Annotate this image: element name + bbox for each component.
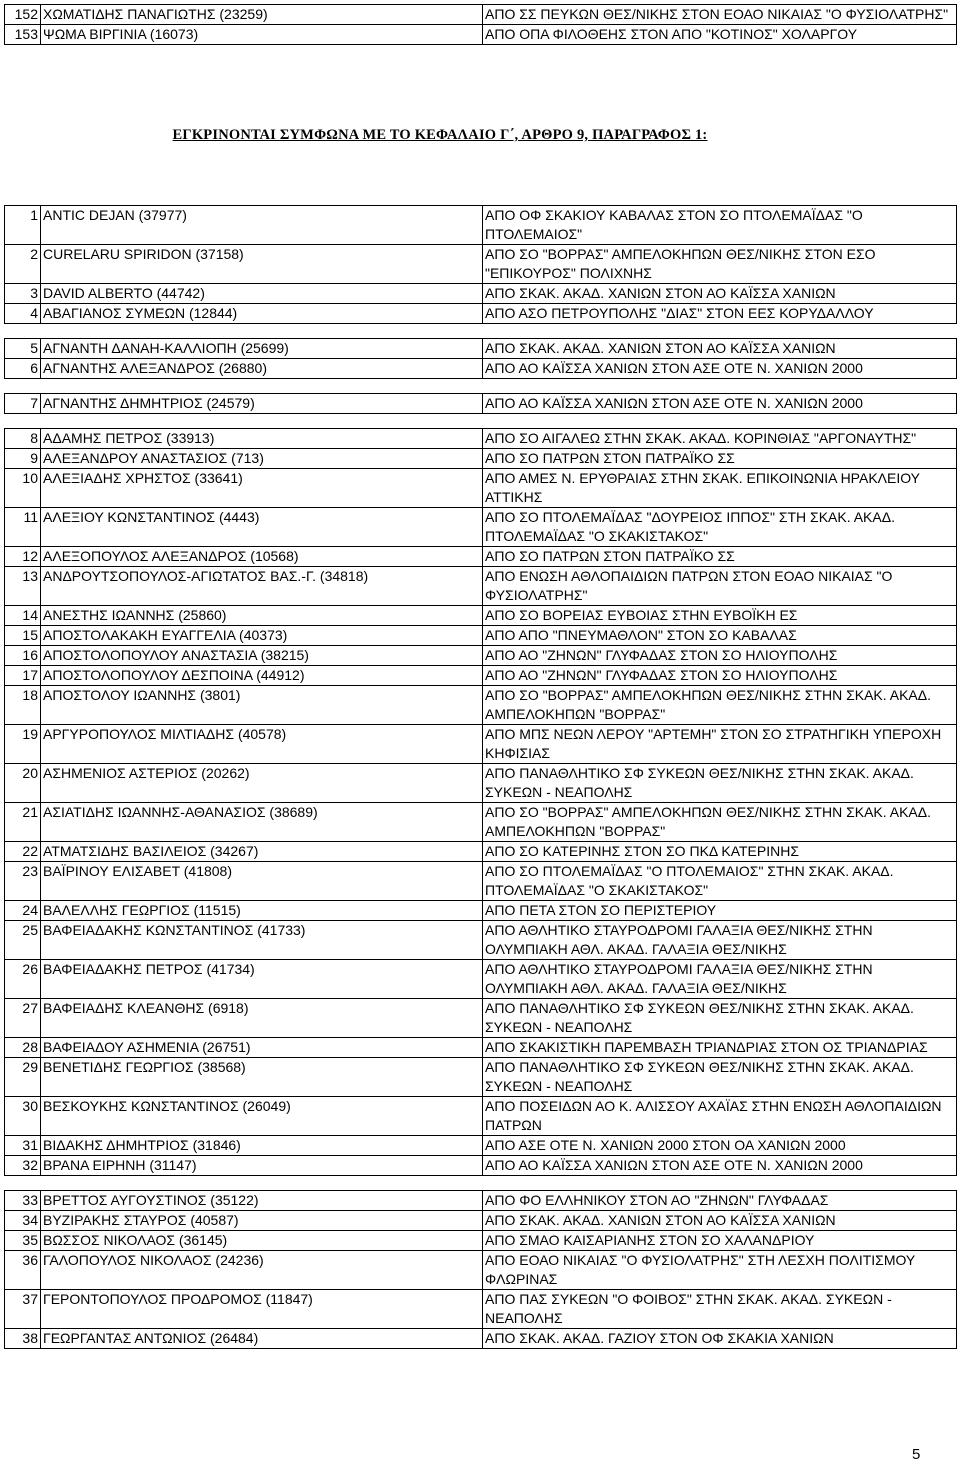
- transfer-detail: ΑΠΟ ΣΜΑΟ ΚΑΙΣΑΡΙΑΝΗΣ ΣΤΟΝ ΣΟ ΧΑΛΑΝΔΡΙΟΥ: [483, 1231, 957, 1251]
- spacer-cell: [5, 324, 41, 339]
- row-number: 10: [5, 469, 41, 508]
- row-number: 22: [5, 842, 41, 862]
- player-name: ΑΓΝΑΝΤΗΣ ΔΗΜΗΤΡΙΟΣ (24579): [41, 394, 483, 414]
- table-row: [5, 394, 957, 414]
- player-name: ANTIC DEJAN (37977): [41, 206, 483, 245]
- table-row: [5, 5, 957, 25]
- player-name: ΑΛΕΞΙΟΥ ΚΩΝΣΤΑΝΤΙΝΟΣ (4443): [41, 508, 483, 547]
- table-row: [5, 359, 957, 379]
- table-row: [5, 960, 957, 999]
- page-number: 5: [912, 1446, 921, 1463]
- row-number: 12: [5, 547, 41, 567]
- table-row: [5, 1290, 957, 1329]
- table-row: [5, 862, 957, 901]
- player-name: ΑΓΝΑΝΤΗΣ ΑΛΕΞΑΝΔΡΟΣ (26880): [41, 359, 483, 379]
- row-number: 37: [5, 1290, 41, 1329]
- table-row: [5, 339, 957, 359]
- table-row: [5, 725, 957, 764]
- row-number: 14: [5, 606, 41, 626]
- transfer-detail: ΑΠΟ ΣΟ ΑΙΓΑΛΕΩ ΣΤΗΝ ΣΚΑΚ. ΑΚΑΔ. ΚΟΡΙΝΘΙΑΣ "ΑΡΓΟΝΑΥΤΗΣ": [483, 429, 957, 449]
- player-name: ΑΓΝΑΝΤΗ ΔΑΝΑΗ-ΚΑΛΛΙΟΠΗ (25699): [41, 339, 483, 359]
- row-number: 20: [5, 764, 41, 803]
- transfer-detail: ΑΠΟ ΠΟΣΕΙΔΩΝ ΑΟ Κ. ΑΛΙΣΣΟΥ ΑΧΑΪΑΣ ΣΤΗΝ ΕΝΩΣΗ ΑΘΛΟΠΑΙΔΙΩΝ ΠΑΤΡΩΝ: [483, 1097, 957, 1136]
- transfer-detail: ΑΠΟ ΠΑΝΑΘΛΗΤΙΚΟ ΣΦ ΣΥΚΕΩΝ ΘΕΣ/ΝΙΚΗΣ ΣΤΗΝ ΣΚΑΚ. ΑΚΑΔ. ΣΥΚΕΩΝ - ΝΕΑΠΟΛΗΣ: [483, 1058, 957, 1097]
- row-number: 26: [5, 960, 41, 999]
- table-row: [5, 764, 957, 803]
- player-name: CURELARU SPIRIDON (37158): [41, 245, 483, 284]
- player-name: ΒΡΑΝΑ ΕΙΡΗΝΗ (31147): [41, 1156, 483, 1176]
- transfer-detail: ΑΠΟ ΣΟ ΠΤΟΛΕΜΑΪΔΑΣ "ΔΟΥΡΕΙΟΣ ΙΠΠΟΣ" ΣΤΗ ΣΚΑΚ. ΑΚΑΔ. ΠΤΟΛΕΜΑΪΔΑΣ "Ο ΣΚΑΚΙΣΤΑΚΟΣ": [483, 508, 957, 547]
- row-spacer: [5, 1176, 957, 1191]
- table-row: [5, 901, 957, 921]
- row-number: 24: [5, 901, 41, 921]
- previous-list-table: [4, 4, 957, 45]
- table-row: [5, 284, 957, 304]
- table-row: [5, 1211, 957, 1231]
- player-name: ΑΡΓΥΡΟΠΟΥΛΟΣ ΜΙΛΤΙΑΔΗΣ (40578): [41, 725, 483, 764]
- table-row: [5, 449, 957, 469]
- transfer-detail: ΑΠΟ ΑΟ "ΖΗΝΩΝ" ΓΛΥΦΑΔΑΣ ΣΤΟΝ ΣΟ ΗΛΙΟΥΠΟΛΗΣ: [483, 646, 957, 666]
- row-number: 5: [5, 339, 41, 359]
- row-number: 38: [5, 1329, 41, 1349]
- table-row: [5, 1251, 957, 1290]
- row-number: 25: [5, 921, 41, 960]
- row-number: 8: [5, 429, 41, 449]
- row-number: 27: [5, 999, 41, 1038]
- player-name: ΑΛΕΞΑΝΔΡΟΥ ΑΝΑΣΤΑΣΙΟΣ (713): [41, 449, 483, 469]
- row-number: 4: [5, 304, 41, 324]
- section-heading: ΕΓΚΡΙΝΟΝΤΑΙ ΣΥΜΦΩΝΑ ΜΕ ΤΟ ΚΕΦΑΛΑΙΟ Γ΄, ΑΡΘΡΟ 9, ΠΑΡΑΓΡΑΦΟΣ 1:: [172, 127, 708, 143]
- row-spacer: [5, 324, 957, 339]
- row-number: 7: [5, 394, 41, 414]
- table-row: [5, 469, 957, 508]
- table-row: [5, 666, 957, 686]
- transfer-detail: ΑΠΟ ΑΟ ΚΑΪΣΣΑ ΧΑΝΙΩΝ ΣΤΟΝ ΑΣΕ ΟΤΕ Ν. ΧΑΝΙΩΝ 2000: [483, 394, 957, 414]
- player-name: ΒΑΦΕΙΑΔΟΥ ΑΣΗΜΕΝΙΑ (26751): [41, 1038, 483, 1058]
- row-number: 11: [5, 508, 41, 547]
- table-row: [5, 567, 957, 606]
- table-row: [5, 1156, 957, 1176]
- transfer-detail: ΑΠΟ ΠΑΣ ΣΥΚΕΩΝ "Ο ΦΟΙΒΟΣ" ΣΤΗΝ ΣΚΑΚ. ΑΚΑΔ. ΣΥΚΕΩΝ - ΝΕΑΠΟΛΗΣ: [483, 1290, 957, 1329]
- spacer-cell: [483, 414, 957, 429]
- row-number: 33: [5, 1191, 41, 1211]
- table-row: [5, 245, 957, 284]
- player-name: ΒΑΦΕΙΑΔΗΣ ΚΛΕΑΝΘΗΣ (6918): [41, 999, 483, 1038]
- player-name: ΑΝΕΣΤΗΣ ΙΩΑΝΝΗΣ (25860): [41, 606, 483, 626]
- table-row: [5, 842, 957, 862]
- row-number: 18: [5, 686, 41, 725]
- spacer-cell: [483, 379, 957, 394]
- transfer-detail: ΑΠΟ ΑΟ "ΖΗΝΩΝ" ΓΛΥΦΑΔΑΣ ΣΤΟΝ ΣΟ ΗΛΙΟΥΠΟΛΗΣ: [483, 666, 957, 686]
- spacer-cell: [5, 414, 41, 429]
- transfer-detail: ΑΠΟ ΑΠΟ "ΠΝΕΥΜΑΘΛΟΝ" ΣΤΟΝ ΣΟ ΚΑΒΑΛΑΣ: [483, 626, 957, 646]
- transfer-detail: ΑΠΟ ΑΜΕΣ Ν. ΕΡΥΘΡΑΙΑΣ ΣΤΗΝ ΣΚΑΚ. ΕΠΙΚΟΙΝΩΝΙΑ ΗΡΑΚΛΕΙΟΥ ΑΤΤΙΚΗΣ: [483, 469, 957, 508]
- table-row: [5, 646, 957, 666]
- transfer-detail: ΑΠΟ ΑΟ ΚΑΪΣΣΑ ΧΑΝΙΩΝ ΣΤΟΝ ΑΣΕ ΟΤΕ Ν. ΧΑΝΙΩΝ 2000: [483, 1156, 957, 1176]
- transfer-detail: ΑΠΟ ΠΑΝΑΘΛΗΤΙΚΟ ΣΦ ΣΥΚΕΩΝ ΘΕΣ/ΝΙΚΗΣ ΣΤΗΝ ΣΚΑΚ. ΑΚΑΔ. ΣΥΚΕΩΝ - ΝΕΑΠΟΛΗΣ: [483, 999, 957, 1038]
- transfer-detail: ΑΠΟ ΣΟ ΚΑΤΕΡΙΝΗΣ ΣΤΟΝ ΣΟ ΠΚΔ ΚΑΤΕΡΙΝΗΣ: [483, 842, 957, 862]
- player-name: ΑΠΟΣΤΟΛΑΚΑΚΗ ΕΥΑΓΓΕΛΙΑ (40373): [41, 626, 483, 646]
- transfer-detail: ΑΠΟ ΜΠΣ ΝΕΩΝ ΛΕΡΟΥ "ΑΡΤΕΜΗ" ΣΤΟΝ ΣΟ ΣΤΡΑΤΗΓΙΚΗ ΥΠΕΡΟΧΗ ΚΗΦΙΣΙΑΣ: [483, 725, 957, 764]
- player-name: ΑΒΑΓΙΑΝΟΣ ΣΥΜΕΩΝ (12844): [41, 304, 483, 324]
- table-row: [5, 803, 957, 842]
- row-number: 21: [5, 803, 41, 842]
- table-row: [5, 1191, 957, 1211]
- transfer-detail: ΑΠΟ ΑΘΛΗΤΙΚΟ ΣΤΑΥΡΟΔΡΟΜΙ ΓΑΛΑΞΙΑ ΘΕΣ/ΝΙΚΗΣ ΣΤΗΝ ΟΛΥΜΠΙΑΚΗ ΑΘΛ. ΑΚΑΔ. ΓΑΛΑΞΙΑ ΘΕΣ/ΝΙΚΗΣ: [483, 921, 957, 960]
- table-row: [5, 686, 957, 725]
- approved-transfers-table: [4, 205, 957, 1349]
- spacer-cell: [41, 379, 483, 394]
- row-number: 17: [5, 666, 41, 686]
- player-name: ΒΩΣΣΟΣ ΝΙΚΟΛΑΟΣ (36145): [41, 1231, 483, 1251]
- row-number: 3: [5, 284, 41, 304]
- table-row: [5, 1231, 957, 1251]
- table-row: [5, 547, 957, 567]
- table-row: [5, 1136, 957, 1156]
- transfer-detail: ΑΠΟ ΣΚΑΚΙΣΤΙΚΗ ΠΑΡΕΜΒΑΣΗ ΤΡΙΑΝΔΡΙΑΣ ΣΤΟΝ ΟΣ ΤΡΙΑΝΔΡΙΑΣ: [483, 1038, 957, 1058]
- transfer-detail: ΑΠΟ ΑΣΟ ΠΕΤΡΟΥΠΟΛΗΣ "ΔΙΑΣ" ΣΤΟΝ ΕΕΣ ΚΟΡΥΔΑΛΛΟΥ: [483, 304, 957, 324]
- transfer-detail: ΑΠΟ ΠΑΝΑΘΛΗΤΙΚΟ ΣΦ ΣΥΚΕΩΝ ΘΕΣ/ΝΙΚΗΣ ΣΤΗΝ ΣΚΑΚ. ΑΚΑΔ. ΣΥΚΕΩΝ - ΝΕΑΠΟΛΗΣ: [483, 764, 957, 803]
- transfer-detail: ΑΠΟ ΣΚΑΚ. ΑΚΑΔ. ΧΑΝΙΩΝ ΣΤΟΝ ΑΟ ΚΑΪΣΣΑ ΧΑΝΙΩΝ: [483, 339, 957, 359]
- table-row: [5, 304, 957, 324]
- row-number: 28: [5, 1038, 41, 1058]
- row-number: 34: [5, 1211, 41, 1231]
- player-name: ΓΕΡΟΝΤΟΠΟΥΛΟΣ ΠΡΟΔΡΟΜΟΣ (11847): [41, 1290, 483, 1329]
- spacer-cell: [5, 379, 41, 394]
- player-name: ΑΤΜΑΤΣΙΔΗΣ ΒΑΣΙΛΕΙΟΣ (34267): [41, 842, 483, 862]
- table-row: [5, 1329, 957, 1349]
- player-name: ΒΡΕΤΤΟΣ ΑΥΓΟΥΣΤΙΝΟΣ (35122): [41, 1191, 483, 1211]
- player-name: DAVID ALBERTO (44742): [41, 284, 483, 304]
- player-name: ΑΠΟΣΤΟΛΟΠΟΥΛΟΥ ΔΕΣΠΟΙΝΑ (44912): [41, 666, 483, 686]
- player-name: ΑΔΑΜΗΣ ΠΕΤΡΟΣ (33913): [41, 429, 483, 449]
- player-name: ΑΛΕΞΟΠΟΥΛΟΣ ΑΛΕΞΑΝΔΡΟΣ (10568): [41, 547, 483, 567]
- transfer-detail: ΑΠΟ ΣΟ ΒΟΡΕΙΑΣ ΕΥΒΟΙΑΣ ΣΤΗΝ ΕΥΒΟΪΚΗ ΕΣ: [483, 606, 957, 626]
- row-number: 29: [5, 1058, 41, 1097]
- row-number: 6: [5, 359, 41, 379]
- player-name: ΑΣΙΑΤΙΔΗΣ ΙΩΑΝΝΗΣ-ΑΘΑΝΑΣΙΟΣ (38689): [41, 803, 483, 842]
- player-name: ΑΝΔΡΟΥΤΣΟΠΟΥΛΟΣ-ΑΓΙΩΤΑΤΟΣ ΒΑΣ.-Γ. (34818): [41, 567, 483, 606]
- table-row: [5, 921, 957, 960]
- row-number: 153: [5, 25, 41, 45]
- transfer-detail: ΑΠΟ ΕΟΑΟ ΝΙΚΑΙΑΣ "Ο ΦΥΣΙΟΛΑΤΡΗΣ" ΣΤΗ ΛΕΣΧΗ ΠΟΛΙΤΙΣΜΟΥ ΦΛΩΡΙΝΑΣ: [483, 1251, 957, 1290]
- table-row: [5, 626, 957, 646]
- row-number: 13: [5, 567, 41, 606]
- player-name: ΒΥΖΙΡΑΚΗΣ ΣΤΑΥΡΟΣ (40587): [41, 1211, 483, 1231]
- table-row: [5, 999, 957, 1038]
- row-spacer: [5, 379, 957, 394]
- row-number: 35: [5, 1231, 41, 1251]
- transfer-detail: ΑΠΟ ΣΟ "ΒΟΡΡΑΣ" ΑΜΠΕΛΟΚΗΠΩΝ ΘΕΣ/ΝΙΚΗΣ ΣΤΗΝ ΣΚΑΚ. ΑΚΑΔ. ΑΜΠΕΛΟΚΗΠΩΝ "ΒΟΡΡΑΣ": [483, 686, 957, 725]
- transfer-detail: ΑΠΟ ΑΟ ΚΑΪΣΣΑ ΧΑΝΙΩΝ ΣΤΟΝ ΑΣΕ ΟΤΕ Ν. ΧΑΝΙΩΝ 2000: [483, 359, 957, 379]
- transfer-detail: ΑΠΟ ΣΟ "ΒΟΡΡΑΣ" ΑΜΠΕΛΟΚΗΠΩΝ ΘΕΣ/ΝΙΚΗΣ ΣΤΟΝ ΕΣΟ "ΕΠΙΚΟΥΡΟΣ" ΠΟΛΙΧΝΗΣ: [483, 245, 957, 284]
- row-number: 1: [5, 206, 41, 245]
- table-row: [5, 429, 957, 449]
- player-name: ΧΩΜΑΤΙΔΗΣ ΠΑΝΑΓΙΩΤΗΣ (23259): [41, 5, 483, 25]
- spacer-cell: [41, 414, 483, 429]
- row-number: 23: [5, 862, 41, 901]
- transfer-detail: ΑΠΟ ΠΕΤΑ ΣΤΟΝ ΣΟ ΠΕΡΙΣΤΕΡΙΟΥ: [483, 901, 957, 921]
- transfer-detail: ΑΠΟ ΟΠΑ ΦΙΛΟΘΕΗΣ ΣΤΟΝ ΑΠΟ "ΚΟΤΙΝΟΣ" ΧΟΛΑΡΓΟΥ: [483, 25, 957, 45]
- spacer-cell: [5, 1176, 41, 1191]
- transfer-detail: ΑΠΟ ΣΚΑΚ. ΑΚΑΔ. ΧΑΝΙΩΝ ΣΤΟΝ ΑΟ ΚΑΪΣΣΑ ΧΑΝΙΩΝ: [483, 1211, 957, 1231]
- row-spacer: [5, 414, 957, 429]
- transfer-detail: ΑΠΟ ΣΟ ΠΑΤΡΩΝ ΣΤΟΝ ΠΑΤΡΑΪΚΟ ΣΣ: [483, 547, 957, 567]
- table-row: [5, 1038, 957, 1058]
- row-number: 30: [5, 1097, 41, 1136]
- spacer-cell: [41, 1176, 483, 1191]
- row-number: 2: [5, 245, 41, 284]
- player-name: ΑΛΕΞΙΑΔΗΣ ΧΡΗΣΤΟΣ (33641): [41, 469, 483, 508]
- player-name: ΨΩΜΑ ΒΙΡΓΙΝΙΑ (16073): [41, 25, 483, 45]
- row-number: 36: [5, 1251, 41, 1290]
- row-number: 32: [5, 1156, 41, 1176]
- player-name: ΓΕΩΡΓΑΝΤΑΣ ΑΝΤΩΝΙΟΣ (26484): [41, 1329, 483, 1349]
- transfer-detail: ΑΠΟ ΣΟ ΠΤΟΛΕΜΑΪΔΑΣ "Ο ΠΤΟΛΕΜΑΙΟΣ" ΣΤΗΝ ΣΚΑΚ. ΑΚΑΔ. ΠΤΟΛΕΜΑΪΔΑΣ "Ο ΣΚΑΚΙΣΤΑΚΟΣ": [483, 862, 957, 901]
- row-number: 9: [5, 449, 41, 469]
- table-row: [5, 508, 957, 547]
- table-row: [5, 206, 957, 245]
- transfer-detail: ΑΠΟ ΣΚΑΚ. ΑΚΑΔ. ΓΑΖΙΟΥ ΣΤΟΝ ΟΦ ΣΚΑΚΙΑ ΧΑΝΙΩΝ: [483, 1329, 957, 1349]
- transfer-detail: ΑΠΟ ΑΣΕ ΟΤΕ Ν. ΧΑΝΙΩΝ 2000 ΣΤΟΝ ΟΑ ΧΑΝΙΩΝ 2000: [483, 1136, 957, 1156]
- transfer-detail: ΑΠΟ ΣΚΑΚ. ΑΚΑΔ. ΧΑΝΙΩΝ ΣΤΟΝ ΑΟ ΚΑΪΣΣΑ ΧΑΝΙΩΝ: [483, 284, 957, 304]
- player-name: ΒΑΪΡΙΝΟΥ ΕΛΙΣΑΒΕΤ (41808): [41, 862, 483, 901]
- table-row: [5, 606, 957, 626]
- transfer-detail: ΑΠΟ ΣΟ ΠΑΤΡΩΝ ΣΤΟΝ ΠΑΤΡΑΪΚΟ ΣΣ: [483, 449, 957, 469]
- row-number: 31: [5, 1136, 41, 1156]
- row-number: 19: [5, 725, 41, 764]
- table-row: [5, 1097, 957, 1136]
- player-name: ΑΠΟΣΤΟΛΟΠΟΥΛΟΥ ΑΝΑΣΤΑΣΙΑ (38215): [41, 646, 483, 666]
- player-name: ΒΑΦΕΙΑΔΑΚΗΣ ΠΕΤΡΟΣ (41734): [41, 960, 483, 999]
- row-number: 16: [5, 646, 41, 666]
- transfer-detail: ΑΠΟ ΟΦ ΣΚΑΚΙΟΥ ΚΑΒΑΛΑΣ ΣΤΟΝ ΣΟ ΠΤΟΛΕΜΑΪΔΑΣ "Ο ΠΤΟΛΕΜΑΙΟΣ": [483, 206, 957, 245]
- player-name: ΒΕΣΚΟΥΚΗΣ ΚΩΝΣΤΑΝΤΙΝΟΣ (26049): [41, 1097, 483, 1136]
- row-number: 152: [5, 5, 41, 25]
- transfer-detail: ΑΠΟ ΑΘΛΗΤΙΚΟ ΣΤΑΥΡΟΔΡΟΜΙ ΓΑΛΑΞΙΑ ΘΕΣ/ΝΙΚΗΣ ΣΤΗΝ ΟΛΥΜΠΙΑΚΗ ΑΘΛ. ΑΚΑΔ. ΓΑΛΑΞΙΑ ΘΕΣ/ΝΙΚΗΣ: [483, 960, 957, 999]
- player-name: ΑΣΗΜΕΝΙΟΣ ΑΣΤΕΡΙΟΣ (20262): [41, 764, 483, 803]
- player-name: ΑΠΟΣΤΟΛΟΥ ΙΩΑΝΝΗΣ (3801): [41, 686, 483, 725]
- table-row: [5, 25, 957, 45]
- player-name: ΒΑΛΕΛΛΗΣ ΓΕΩΡΓΙΟΣ (11515): [41, 901, 483, 921]
- player-name: ΒΙΔΑΚΗΣ ΔΗΜΗΤΡΙΟΣ (31846): [41, 1136, 483, 1156]
- table-row: [5, 1058, 957, 1097]
- player-name: ΒΑΦΕΙΑΔΑΚΗΣ ΚΩΝΣΤΑΝΤΙΝΟΣ (41733): [41, 921, 483, 960]
- row-number: 15: [5, 626, 41, 646]
- transfer-detail: ΑΠΟ ΦΟ ΕΛΛΗΝΙΚΟΥ ΣΤΟΝ ΑΟ "ΖΗΝΩΝ" ΓΛΥΦΑΔΑΣ: [483, 1191, 957, 1211]
- transfer-detail: ΑΠΟ ΣΟ "ΒΟΡΡΑΣ" ΑΜΠΕΛΟΚΗΠΩΝ ΘΕΣ/ΝΙΚΗΣ ΣΤΗΝ ΣΚΑΚ. ΑΚΑΔ. ΑΜΠΕΛΟΚΗΠΩΝ "ΒΟΡΡΑΣ": [483, 803, 957, 842]
- transfer-detail: ΑΠΟ ΣΣ ΠΕΥΚΩΝ ΘΕΣ/ΝΙΚΗΣ ΣΤΟΝ ΕΟΑΟ ΝΙΚΑΙΑΣ "Ο ΦΥΣΙΟΛΑΤΡΗΣ": [483, 5, 957, 25]
- spacer-cell: [41, 324, 483, 339]
- transfer-detail: ΑΠΟ ΕΝΩΣΗ ΑΘΛΟΠΑΙΔΙΩΝ ΠΑΤΡΩΝ ΣΤΟΝ ΕΟΑΟ ΝΙΚΑΙΑΣ "Ο ΦΥΣΙΟΛΑΤΡΗΣ": [483, 567, 957, 606]
- player-name: ΒΕΝΕΤΙΔΗΣ ΓΕΩΡΓΙΟΣ (38568): [41, 1058, 483, 1097]
- spacer-cell: [483, 324, 957, 339]
- spacer-cell: [483, 1176, 957, 1191]
- player-name: ΓΑΛΟΠΟΥΛΟΣ ΝΙΚΟΛΑΟΣ (24236): [41, 1251, 483, 1290]
